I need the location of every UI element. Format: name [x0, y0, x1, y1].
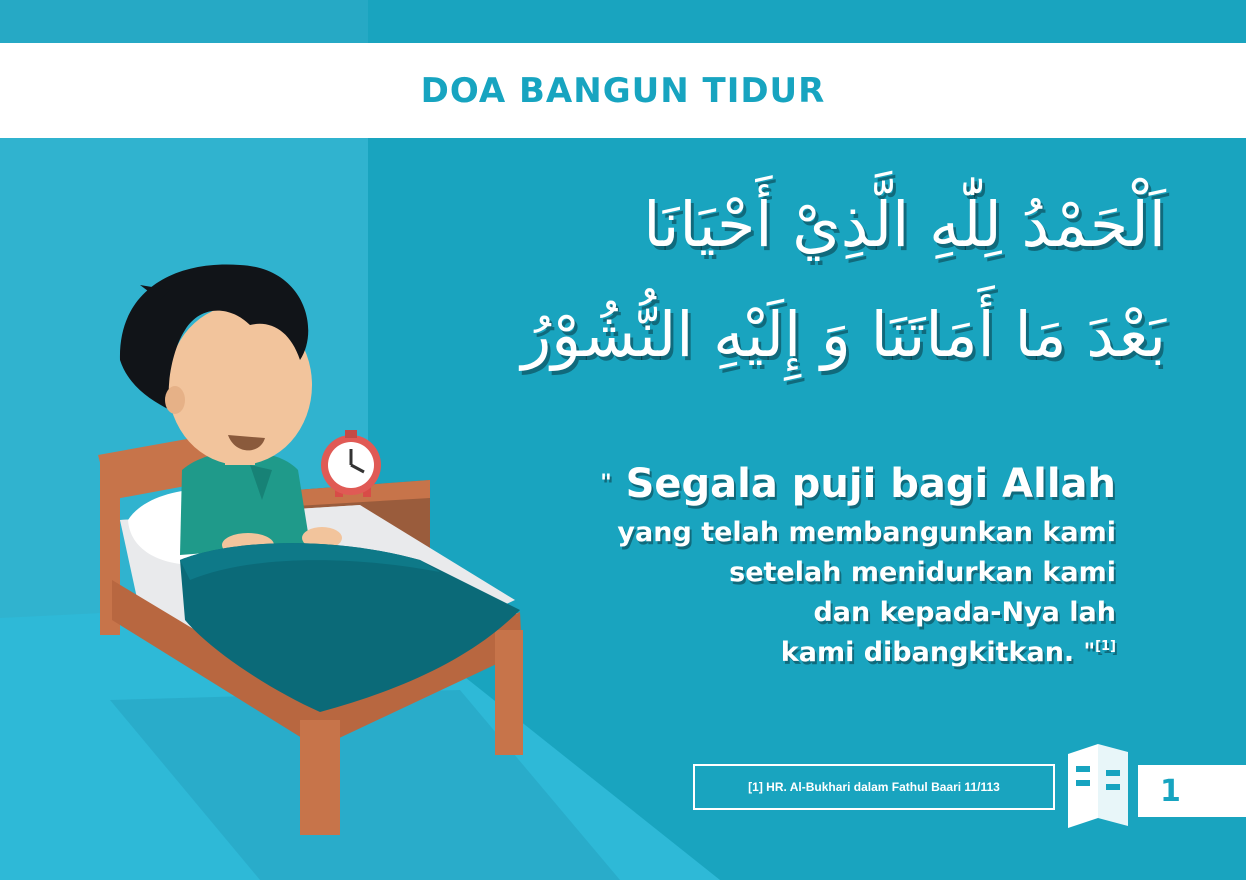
arabic-line-2: بَعْدَ مَا أَمَاتَنَا وَ إِلَيْهِ النُّشُوْرُ — [521, 298, 1166, 371]
footnote-text: [1] HR. Al-Bukhari dalam Fathul Baari 11/113 — [748, 780, 1000, 794]
footnote-reference: [1] — [1095, 639, 1116, 654]
translation-text — [476, 455, 1116, 673]
translation-line-4: dan kepada-Nya lah — [813, 597, 1116, 628]
translation-line-1-text: Segala puji bagi Allah — [625, 461, 1116, 507]
translation-line-1 — [476, 455, 1116, 513]
translation-line-5 — [476, 633, 1116, 673]
translation-line-3: setelah menidurkan kami — [729, 557, 1116, 588]
footnote-box — [693, 764, 1055, 810]
header-bar — [0, 43, 1246, 138]
page-number: 1 — [1160, 773, 1181, 809]
close-quote: " — [1083, 640, 1096, 665]
translation-line-5-text: kami dibangkitkan. — [780, 637, 1075, 668]
page-number-badge — [1138, 765, 1246, 817]
open-quote: " — [600, 471, 612, 496]
translation-line-2: yang telah membangunkan kami — [617, 517, 1116, 548]
page-title: DOA BANGUN TIDUR — [420, 70, 826, 111]
book-logo-icon — [1062, 740, 1134, 828]
arabic-line-1: اَلْحَمْدُ لِلّٰهِ الَّذِيْ أَحْيَانَا — [643, 188, 1166, 261]
arabic-prayer — [346, 170, 1166, 390]
